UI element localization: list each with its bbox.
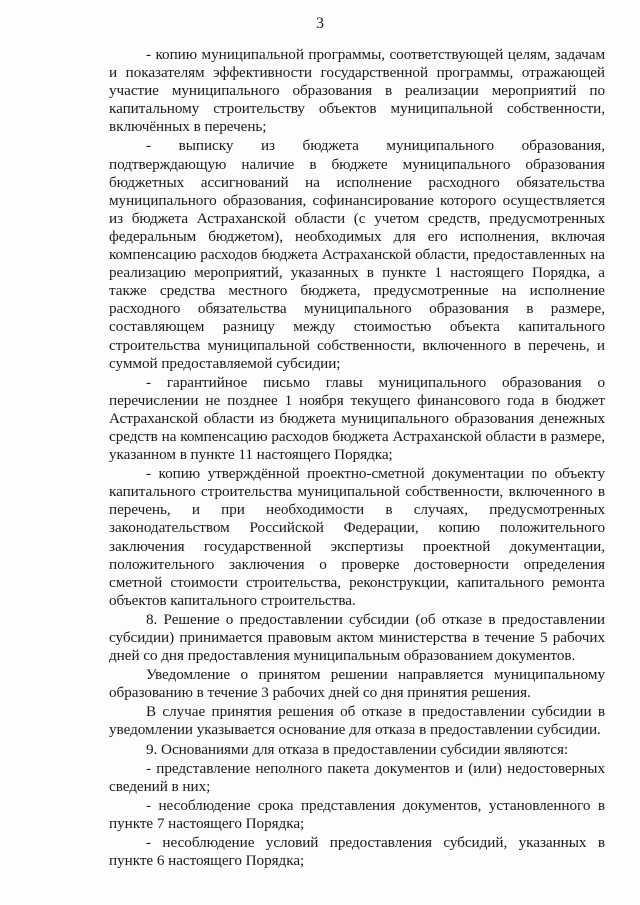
paragraph-notification: Уведомление о принятом решении направляется муниципальному образованию в течение 3 рабочих дней со дня принятия решения. [109, 666, 605, 702]
paragraph-deadline-violation: - несоблюдение срока представления документов, установленного в пункте 7 настоящего Порядка; [109, 796, 605, 832]
paragraph-guarantee-letter: - гарантийное письмо главы муниципального образования о перечислении не позднее 1 ноября текущего финансового года в бюджет Астраханской области из бюджета муниципального образования денежных средств на компенсацию расходов бюджета Астраханской области в размере, указанном в пункте 11 настоящего Порядка; [109, 373, 605, 464]
paragraph-decision-clause-8: 8. Решение о предоставлении субсидии (об отказе в предоставлении субсидии) принимается правовым актом министерства в течение 5 рабочих дней со дня предоставления муниципальным образованием документов. [109, 610, 605, 665]
document-body [109, 46, 605, 871]
paragraph-incomplete-documents: - представление неполного пакета документов и (или) недостоверных сведений в них; [109, 759, 605, 795]
paragraph-municipal-program-copy: - копию муниципальной программы, соответствующей целям, задачам и показателям эффективности государственной программы, отражающей участие муниципального образования в реализации мероприятий по капитальному строительству объектов муниципальной собственности, включённых в перечень; [109, 46, 605, 136]
paragraph-refusal-grounds-notice: В случае принятия решения об отказе в предоставлении субсидии в уведомлении указывается основание для отказа в предоставлении субсидии. [109, 703, 605, 739]
paragraph-design-documentation-copy: - копию утверждённой проектно-сметной документации по объекту капитального строительства муниципальной собственности, включенного в перечень, и при необходимости в случаях, предусмотренных законодательством Российской Федерации, копию положительного заключения государственной экспертизы проектной документации, положительного заключения о проверке достоверности определения сметной стоимости строительства, реконструкции, капитального ремонта объектов капитального строительства. [109, 465, 605, 609]
paragraph-refusal-clause-9: 9. Основаниями для отказа в предоставлении субсидии являются: [146, 740, 569, 758]
paragraph-budget-extract: - выписку из бюджета муниципального образования, подтверждающую наличие в бюджете муниципального образования бюджетных ассигнований на исполнение расходного обязательства муниципального образования, софинансирование которого осуществляется из бюджета Астраханской области (с учетом средств, предусмотренных федеральным бюджетом), необходимых для его исполнения, включая компенсацию расходов бюджета Астраханской области, предоставленных на реализацию мероприятий, указанных в пункте 1 настоящего Порядка, а также средства местного бюджета, предусмотренные на исполнение расходного обязательства муниципального образования в размере, составляющем разницу между стоимостью объекта капитального строительства муниципальной собственности, включенного в перечень, и суммой предоставляемой субсидии; [109, 137, 605, 372]
paragraph-conditions-violation: - несоблюдение условий предоставления субсидий, указанных в пункте 6 настоящего Порядка; [109, 834, 605, 870]
page-number: 3 [316, 15, 324, 32]
